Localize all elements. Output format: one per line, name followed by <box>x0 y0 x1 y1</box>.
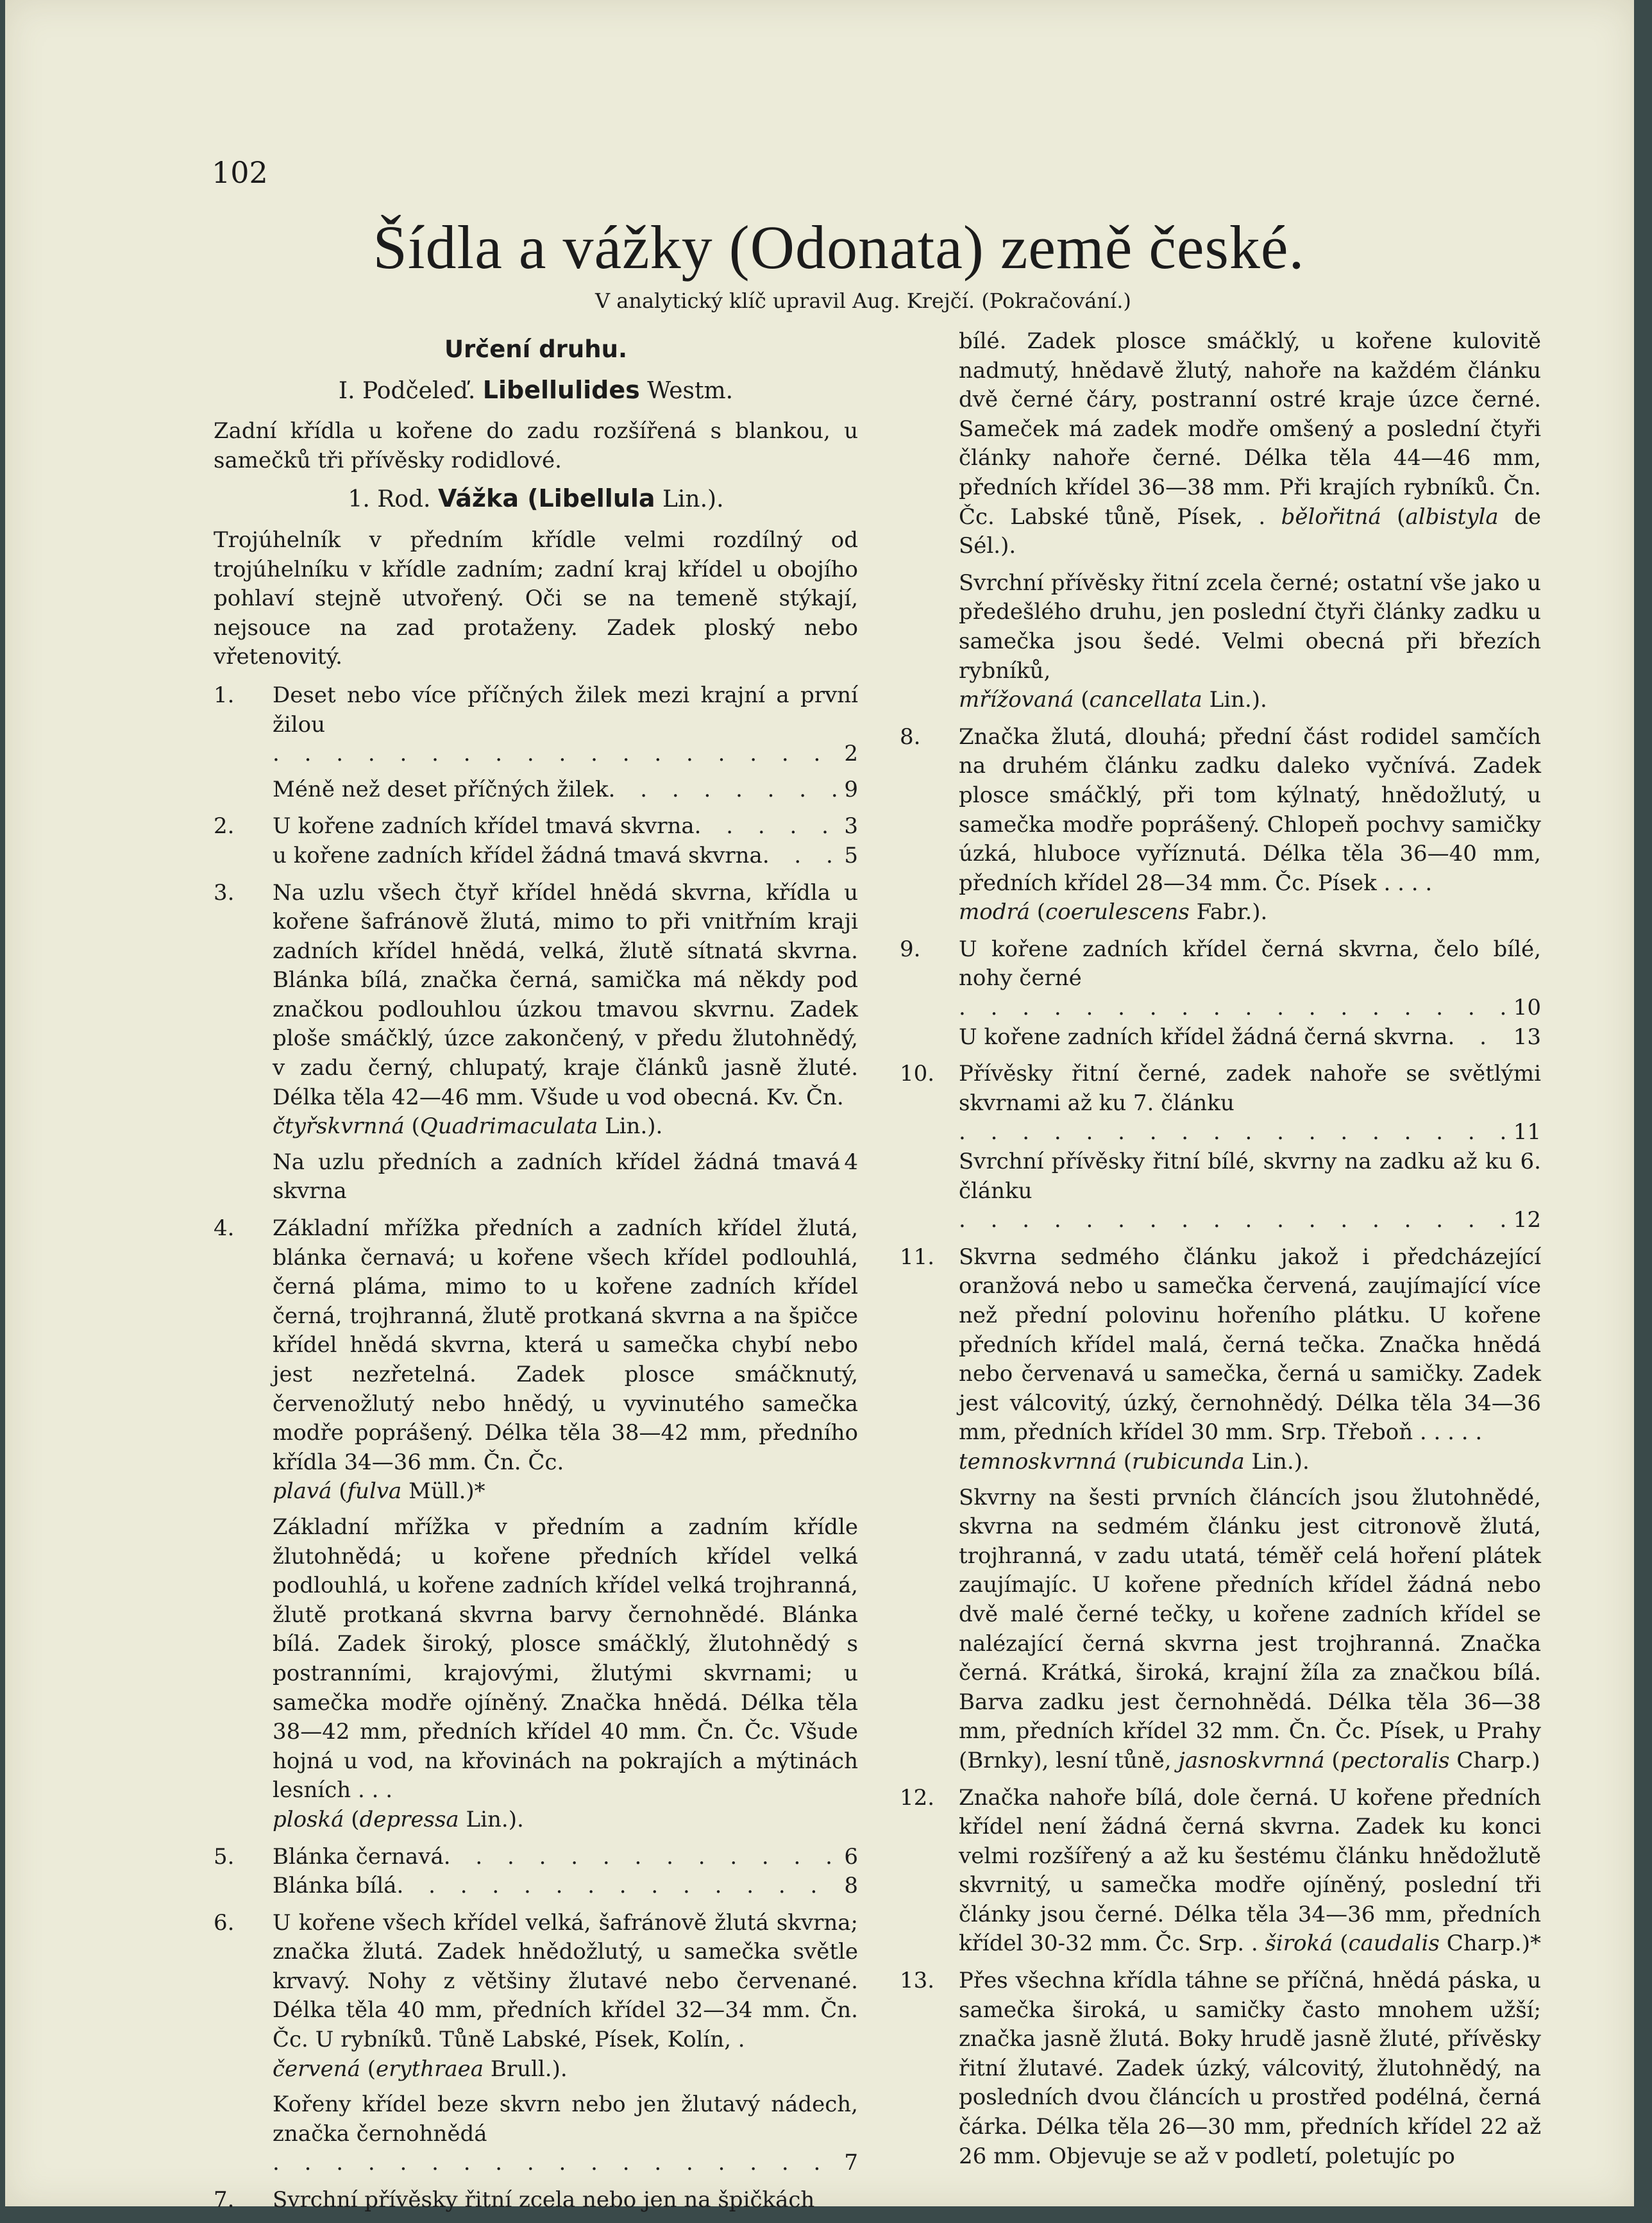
key-entry-9 <box>900 935 1541 1052</box>
species-name-cz: jasnoskvrnná <box>1178 1747 1325 1773</box>
species-name: ploská (depressa Lin.). <box>273 1806 524 1832</box>
subfamily-name: Libellulides <box>482 375 640 404</box>
key-text: Skvrny na šesti prvních článcích jsou žlutohnědé, skvrna na sedmém článku jest citronově žlutá, trojhranná, v zadu utatá, téměř celá hoření plátek zaujímajíc. U kořene předních křídel žádná nebo dvě malé černé tečky, u kořene zadních křídel se nalézající černá skvrna jest trojhranná. Značka černá. Krátká, široká, krajní žíla za značkou bílá. Barva zadku jest černohnědá. Délka těla 36—38 mm, předních křídel 32 mm. Čn. Čc. Písek, u Prahy (Brnky), lesní tůně, <box>959 1484 1541 1773</box>
key-text: Na uzlu všech čtyř křídel hnědá skvrna, křídla u kořene šafránově žlutá, mimo to při vnitřním kraji zadních křídel hnědá, velká, žlutě sítnatá skvrna. Blánka bílá, značka černá, samička má někdy pod značkou podlouhlou úzkou tmavou skvrnu. Zadek ploše smáčklý, úzce zakončený, v předu žlutohnědý, v zadu černý, chlupatý, kraje článků jasně žluté. Délka těla 42—46 mm. Všude u vod obecná. Kv. Čn. <box>273 879 858 1110</box>
genus-heading <box>214 484 858 514</box>
key-number: 6. <box>214 1909 235 1936</box>
key-text: Základní mřížka předních a zadních křídel žlutá, blánka černavá; u kořene všech křídel podlouhlá, černá pláma, mimo to u kořene zadních křídel černá, trojhranná, žlutě protkaná skvrna a na špičce křídel hnědá skvrna, která u samečka chybí nebo jest nezřetelná. Zadek plosce smáčknutý, červenožlutý nebo hnědý, u vyvinutého samečka modře poprášený. Délka těla 38—42 mm, předního křídla 34—36 mm. Čn. Čc. <box>273 1215 858 1475</box>
subfamily-heading <box>214 376 858 406</box>
key-number: 5. <box>214 1843 235 1870</box>
key-entry-11 <box>900 1243 1541 1477</box>
key-number: 8. <box>900 723 921 750</box>
key-text: Na uzlu předních a zadních křídel žádná tmavá skvrna <box>273 1149 841 1204</box>
key-text: Svrchní přívěsky řitní zcela nebo jen na špičkách <box>273 2187 815 2213</box>
key-target: 2 <box>844 741 858 767</box>
key-text: Značka nahoře bílá, dole černá. U kořene předních křídel není žádná černá skvrna. Zadek ku konci velmi rozšířený a až ku šestému článku hnědožlutě skvrnitý, u samečka modře ojíněný, poslední tři články jsou černé. Délka těla 34—36 mm, předních křídel 30-32 mm. Čc. Srp. . <box>959 1784 1541 1957</box>
species-name: modrá (coerulescens Fabr.). <box>959 899 1268 926</box>
right-column <box>900 327 1541 2179</box>
key-entry-3b <box>214 1148 858 1206</box>
genus-prefix: 1. Rod. <box>348 486 431 513</box>
key-entry-13 <box>900 1966 1541 2171</box>
key-entry-2 <box>214 812 858 870</box>
key-target: 9 <box>844 776 858 802</box>
key-text: U kořene zadních křídel žádná černá skvrna <box>959 1024 1448 1050</box>
section-heading: Určení druhu. <box>444 335 628 363</box>
species-name-cz: široká <box>1265 1931 1333 1957</box>
key-text: bílé. Zadek plosce smáčklý, u kořene kulovitě nadmutý, hnědavě žlutý, nahoře na každém článku dvě černé čáry, postranní ostré kraje úzce černé. Sameček má zadek modře omšený a poslední čtyři články nahoře černé. Délka těla 44—46 mm, předních křídel 36—38 mm. Při krajích rybníků. Čn. Čc. Labské tůně, Písek, . <box>959 328 1541 530</box>
key-number: 2. <box>214 813 235 840</box>
key-target: 13 <box>1513 1024 1541 1050</box>
key-entry-4 <box>214 1214 858 1507</box>
key-text: Svrchní přívěsky řitní bílé, skvrny na zadku až ku 6. článku <box>959 1149 1541 1204</box>
key-entry-11b: Skvrny na šesti prvních článcích jsou žlutohnědé, skvrna na sedmém článku jest citronově žlutá, trojhranná, v zadu utatá, téměř celá hoření plátek zaujímajíc. U kořene předních křídel žádná nebo dvě malé černé tečky, u kořene zadních křídel se nalézající černá skvrna jest trojhranná. Značka černá. Krátká, široká, krajní žíla za značkou bílá. Barva zadku jest černohnědá. Délka těla 36—38 mm, předních křídel 32 mm. Čn. Čc. Písek, u Prahy (Brnky), lesní tůně, jasnoskvrnná (pectoralis Charp.) <box>959 1484 1541 1773</box>
key-entry-7-continued: bílé. Zadek plosce smáčklý, u kořene kulovitě nadmutý, hnědavě žlutý, nahoře na každém článku dvě černé čáry, postranní ostré kraje úzce černé. Sameček má zadek modře omšený a poslední čtyři články nahoře černé. Délka těla 44—46 mm, předních křídel 36—38 mm. Při krajích rybníků. Čn. Čc. Labské tůně, Písek, . bělořitná (albistyla de Sél.). <box>959 328 1541 559</box>
key-entry-6b <box>214 2090 858 2178</box>
key-text: u kořene zadních křídel žádná tmavá skvrna <box>273 842 763 868</box>
species-name: temnoskvrnná (rubicunda Lin.). <box>959 1448 1310 1475</box>
key-text: Přívěsky řitní černé, zadek nahoře se světlými skvrnami až ku 7. článku <box>959 1061 1541 1116</box>
key-number: 11. <box>900 1244 935 1270</box>
key-entry-8 <box>900 723 1541 927</box>
key-entry-1b <box>214 775 858 805</box>
species-name-lat: pectoralis <box>1340 1747 1450 1773</box>
key-target: 3 <box>844 813 858 840</box>
key-text: U kořene zadních křídel tmavá skvrna <box>273 813 695 840</box>
key-target: 6 <box>844 1843 858 1870</box>
page <box>5 0 1634 2213</box>
key-entry-5 <box>214 1843 858 1901</box>
key-entry-3 <box>214 879 858 1142</box>
page-number: 102 <box>212 155 268 190</box>
key-text: Svrchní přívěsky řitní zcela černé; ostatní vše jako u předešlého druhu, jen poslední čtyři články zadku u samečka jsou šedé. Velmi obecná při březích rybníků, <box>959 570 1541 684</box>
subfamily-prefix: I. Podčeleď. <box>338 377 476 404</box>
key-entry-7 <box>214 2186 858 2215</box>
species-name-cz: bělořitná <box>1281 503 1381 530</box>
key-number: 7. <box>214 2187 235 2213</box>
species-name-lat: albistyla <box>1405 503 1499 530</box>
left-column <box>214 327 858 2223</box>
key-entry-10 <box>900 1060 1541 1235</box>
key-text: Kořeny křídel beze skvrn nebo jen žlutavý nádech, značka černohnědá <box>273 2092 858 2147</box>
key-text: Značka žlutá, dlouhá; přední část rodidel samčích na druhém článku zadku daleko vyčnívá. Zadek plosce smáčklý, při tom kýlnatý, hnědožlutý, u samečka modře poprášený. Chlopeň pochvy samičky úzká, hluboce vyříznutá. Délka těla 36—40 mm, předních křídel 28—34 mm. Čc. Písek . . . . <box>959 723 1541 896</box>
key-number: 13. <box>900 1968 935 1994</box>
key-number: 1. <box>214 682 235 708</box>
key-text: Blánka černavá <box>273 1843 444 1870</box>
subfamily-author: Westm. <box>647 377 734 404</box>
key-target: 10 <box>1513 995 1541 1021</box>
key-target: 7 <box>844 2150 858 2176</box>
key-number: 10. <box>900 1061 935 1087</box>
key-entry-4b <box>214 1513 858 1835</box>
species-name: červená (erythraea Brull.). <box>273 2056 568 2082</box>
genus-author: Lin.). <box>662 486 724 513</box>
species-name: čtyřskvrnná (Quadrimaculata Lin.). <box>273 1113 663 1140</box>
key-entry-12: 12. Značka nahoře bílá, dole černá. U kořene předních křídel není žádná černá skvrna. Zadek ku konci velmi rozšířený a až ku šestému článku hnědožlutě skvrnitý, u samečka modře ojíněný, poslední tři články jsou černé. Délka těla 34—36 mm, předních křídel 30-32 mm. Čc. Srp. . široká (caudalis Charp.)* <box>900 1784 1541 1957</box>
page-title: Šídla a vážky (Odonata) země české. <box>373 213 1305 282</box>
key-entry-7b <box>900 569 1541 715</box>
key-text: U kořene všech křídel velká, šafránově žlutá skvrna; značka žlutá. Zadek hnědožlutý, u samečka světle krvavý. Nohy z většiny žlutavé nebo červenané. Délka těla 40 mm, předních křídel 32—34 mm. Čn. Čc. U rybníků. Tůně Labské, Písek, Kolín, . <box>273 1909 858 2053</box>
key-text: Skvrna sedmého článku jakož i předcházející oranžová nebo u samečka červená, zaujímající více než přední polovinu hořeního plátku. U kořene předních křídel malá, černá tečka. Značka hnědá nebo červenavá u samečka, černá u samičky. Zadek jest válcovitý, úzký, černohnědý. Délka těla 34—36 mm, předních křídel 30 mm. Srp. Třeboň . . . . . <box>959 1244 1541 1446</box>
key-entry-6 <box>214 1909 858 2084</box>
key-number: 3. <box>214 879 235 906</box>
key-text: U kořene zadních křídel černá skvrna, čelo bílé, nohy černé <box>959 936 1541 992</box>
key-text: Deset nebo více příčných žilek mezi krajní a první žilou <box>273 682 858 738</box>
key-text: Méně než deset příčných žilek <box>273 776 609 802</box>
key-number: 4. <box>214 1215 235 1242</box>
key-text: Základní mřížka v předním a zadním křídle žlutohnědá; u kořene předních křídel velká podlouhlá, u kořene zadních křídel velká trojhranná, žlutě protkaná skvrna barvy černohnědé. Blánka bílá. Zadek široký, plosce smáčklý, žlutohnědý s postranními, krajovými, žlutými skvrnami; u samečka modře ojíněný. Značka hnědá. Délka těla 38—42 mm, předních křídel 40 mm. Čn. Čc. Všude hojná u vod, na křovinách na pokrajích a mýtinách lesních . . . <box>273 1514 858 1804</box>
species-name: plavá (fulva Müll.)* <box>273 1478 485 1505</box>
species-name: mřížovaná (cancellata Lin.). <box>959 687 1267 713</box>
key-target: 4 <box>844 1149 858 1175</box>
key-number: 12. <box>900 1784 935 1811</box>
subtitle: V analytický klíč upravil Aug. Krejčí. (Pokračování.) <box>595 289 1131 313</box>
key-text: Blánka bílá <box>273 1873 397 1899</box>
subfamily-description: Zadní křídla u kořene do zadu rozšířená s blankou, u samečků tři přívěsky rodidlové. <box>214 418 858 473</box>
key-target: 12 <box>1513 1207 1541 1233</box>
key-number: 9. <box>900 936 921 962</box>
key-text: Přes všechna křídla táhne se příčná, hnědá páska, u samečka široká, u samičky často mnohem užší; značka jasně žlutá. Boky hrudě jasně žluté, přívěsky řitní žlutavé. Zadek úzký, válcovitý, žlutohnědý, na posledních dvou článcích u prostřed podélná, černá čárka. Délka těla 26—30 mm, předních křídel 22 až 26 mm. Objevuje se až v podletí, poletujíc po <box>959 1968 1541 2169</box>
key-entry-1 <box>214 681 858 769</box>
genus-name: Vážka (Libellula <box>437 484 655 513</box>
key-target: 8 <box>844 1873 858 1899</box>
key-target: 11 <box>1513 1119 1541 1145</box>
key-target: 5 <box>844 842 858 868</box>
genus-description: Trojúhelník v předním křídle velmi rozdílný od trojúhelníku v křídle zadním; zadní kraj křídel u obojího pohlaví stejně utvořený. Oči se na temeně stýkají, nejsouce na zad protaženy. Zadek ploský nebo vřetenovitý. <box>214 527 858 670</box>
species-name-lat: caudalis <box>1348 1931 1440 1957</box>
